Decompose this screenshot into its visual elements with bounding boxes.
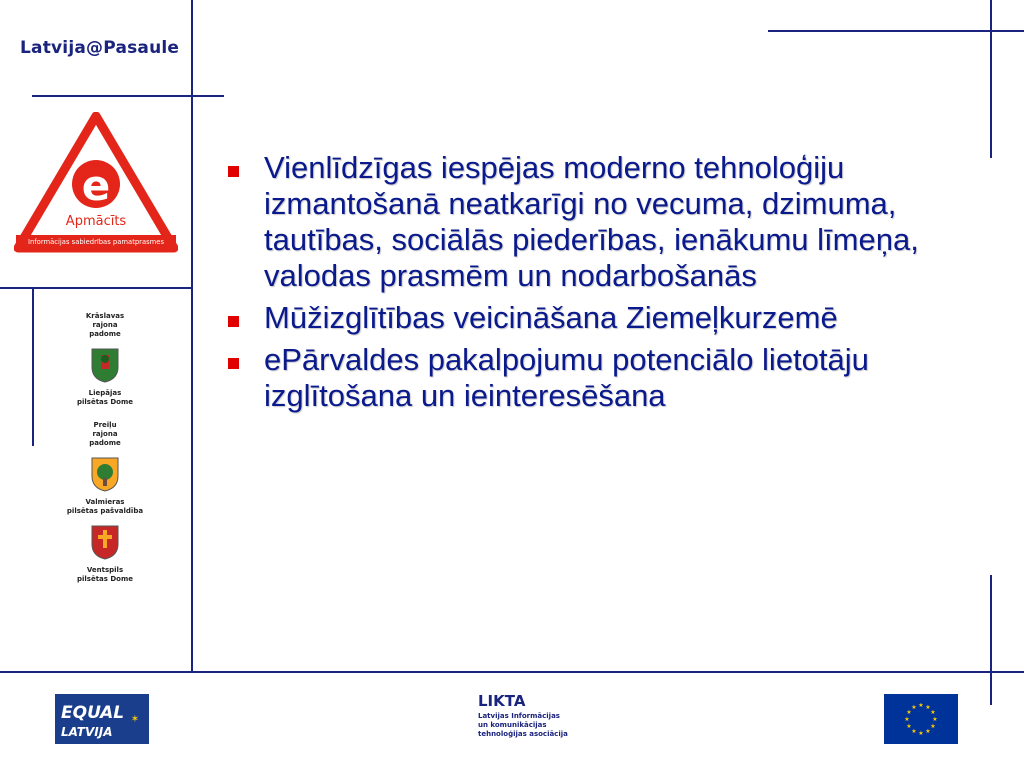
svg-text:★: ★ [930,709,936,716]
svg-text:★: ★ [932,716,938,723]
e-apmacits-logo [14,112,178,257]
equal-latvija-logo [55,694,149,744]
sponsor-name-line: pilsētas Dome [76,398,134,406]
sponsor-ventspils [40,524,170,584]
svg-text:★: ★ [911,728,917,735]
likta-logo [478,692,568,739]
sponsor-name-line: rajona [92,321,118,329]
logo-tagline: Informācijas sabiedrības pamatprasmes [27,238,165,246]
svg-text:★: ★ [904,716,910,723]
likta-subtitle-line: un komunikācijas [478,721,547,729]
brand-title: Latvija@Pasaule [20,38,180,58]
bullet-item [226,300,956,336]
svg-text:★: ★ [911,704,917,711]
bullet-item [226,342,956,414]
svg-text:★: ★ [925,704,931,711]
svg-text:★: ★ [918,730,924,737]
eu-flag-icon [884,694,958,744]
main-bullet-list [226,150,956,420]
svg-text:★: ★ [906,723,912,730]
valmiera-crest-icon [90,456,120,492]
logo-name: Apmācīts [65,214,127,229]
sponsor-name-line: padome [89,330,121,338]
frame-vertical-bottom-right [990,575,992,705]
sponsor-name-line: Liepājas [88,389,122,397]
sponsors-list [40,312,170,584]
likta-title: LIKTA [478,692,526,710]
frame-vertical-top-right [990,0,992,158]
svg-text:★: ★ [906,709,912,716]
bullet-text: Vienlīdzīgas iespējas moderno tehnoloģiju izmantošanā neatkarīgi no vecuma, dzimuma, tautības, sociālās piederības, ienākumu līmeņa, valodas prasmēm un nodarbošanās [264,150,919,293]
bullet-square-icon [228,166,239,177]
sponsor-kraslava [40,312,170,339]
frame-vertical-left [191,0,193,672]
sponsor-preili [40,421,170,448]
bullet-square-icon [228,358,239,369]
bullet-text: Mūžizglītības veicināšana Ziemeļkurzemē [264,300,838,335]
frame-horizontal-mid-left [0,287,191,289]
svg-text:★: ★ [930,723,936,730]
equal-line2: LATVIJA [61,725,113,739]
logo-letter: e [81,161,111,210]
svg-text:★: ★ [918,702,924,709]
sponsor-valmiera [40,456,170,516]
sponsor-name-line: pilsētas pašvaldība [66,507,144,515]
sponsor-name-line: pilsētas Dome [76,575,134,583]
bullet-text: ePārvaldes pakalpojumu potenciālo lietotāju izglītošana un ieinteresēšana [264,342,869,413]
sponsor-name-line: padome [89,439,121,447]
likta-subtitle-line: Latvijas Informācijas [478,712,560,720]
bullet-item [226,150,956,294]
equal-line1: EQUAL [61,703,125,723]
liepaja-crest-icon [90,347,120,383]
sponsor-name-line: Preiļu [93,421,117,429]
frame-horizontal-top-left [32,95,224,97]
svg-text:★: ★ [925,728,931,735]
ventspils-crest-icon [90,524,120,560]
frame-vertical-short-left [32,288,34,446]
likta-subtitle-line: tehnoloģijas asociācija [478,730,568,738]
frame-horizontal-top-right [768,30,1024,32]
sponsor-liepaja [40,347,170,407]
sponsor-name-line: rajona [92,430,118,438]
equal-stars-icon: ✶ [130,714,140,725]
sponsor-name-line: Valmieras [85,498,125,506]
sponsor-name-line: Ventspils [86,566,124,574]
bullet-square-icon [228,316,239,327]
frame-horizontal-bottom [0,671,1024,673]
sponsor-name-line: Krāslavas [85,312,125,320]
